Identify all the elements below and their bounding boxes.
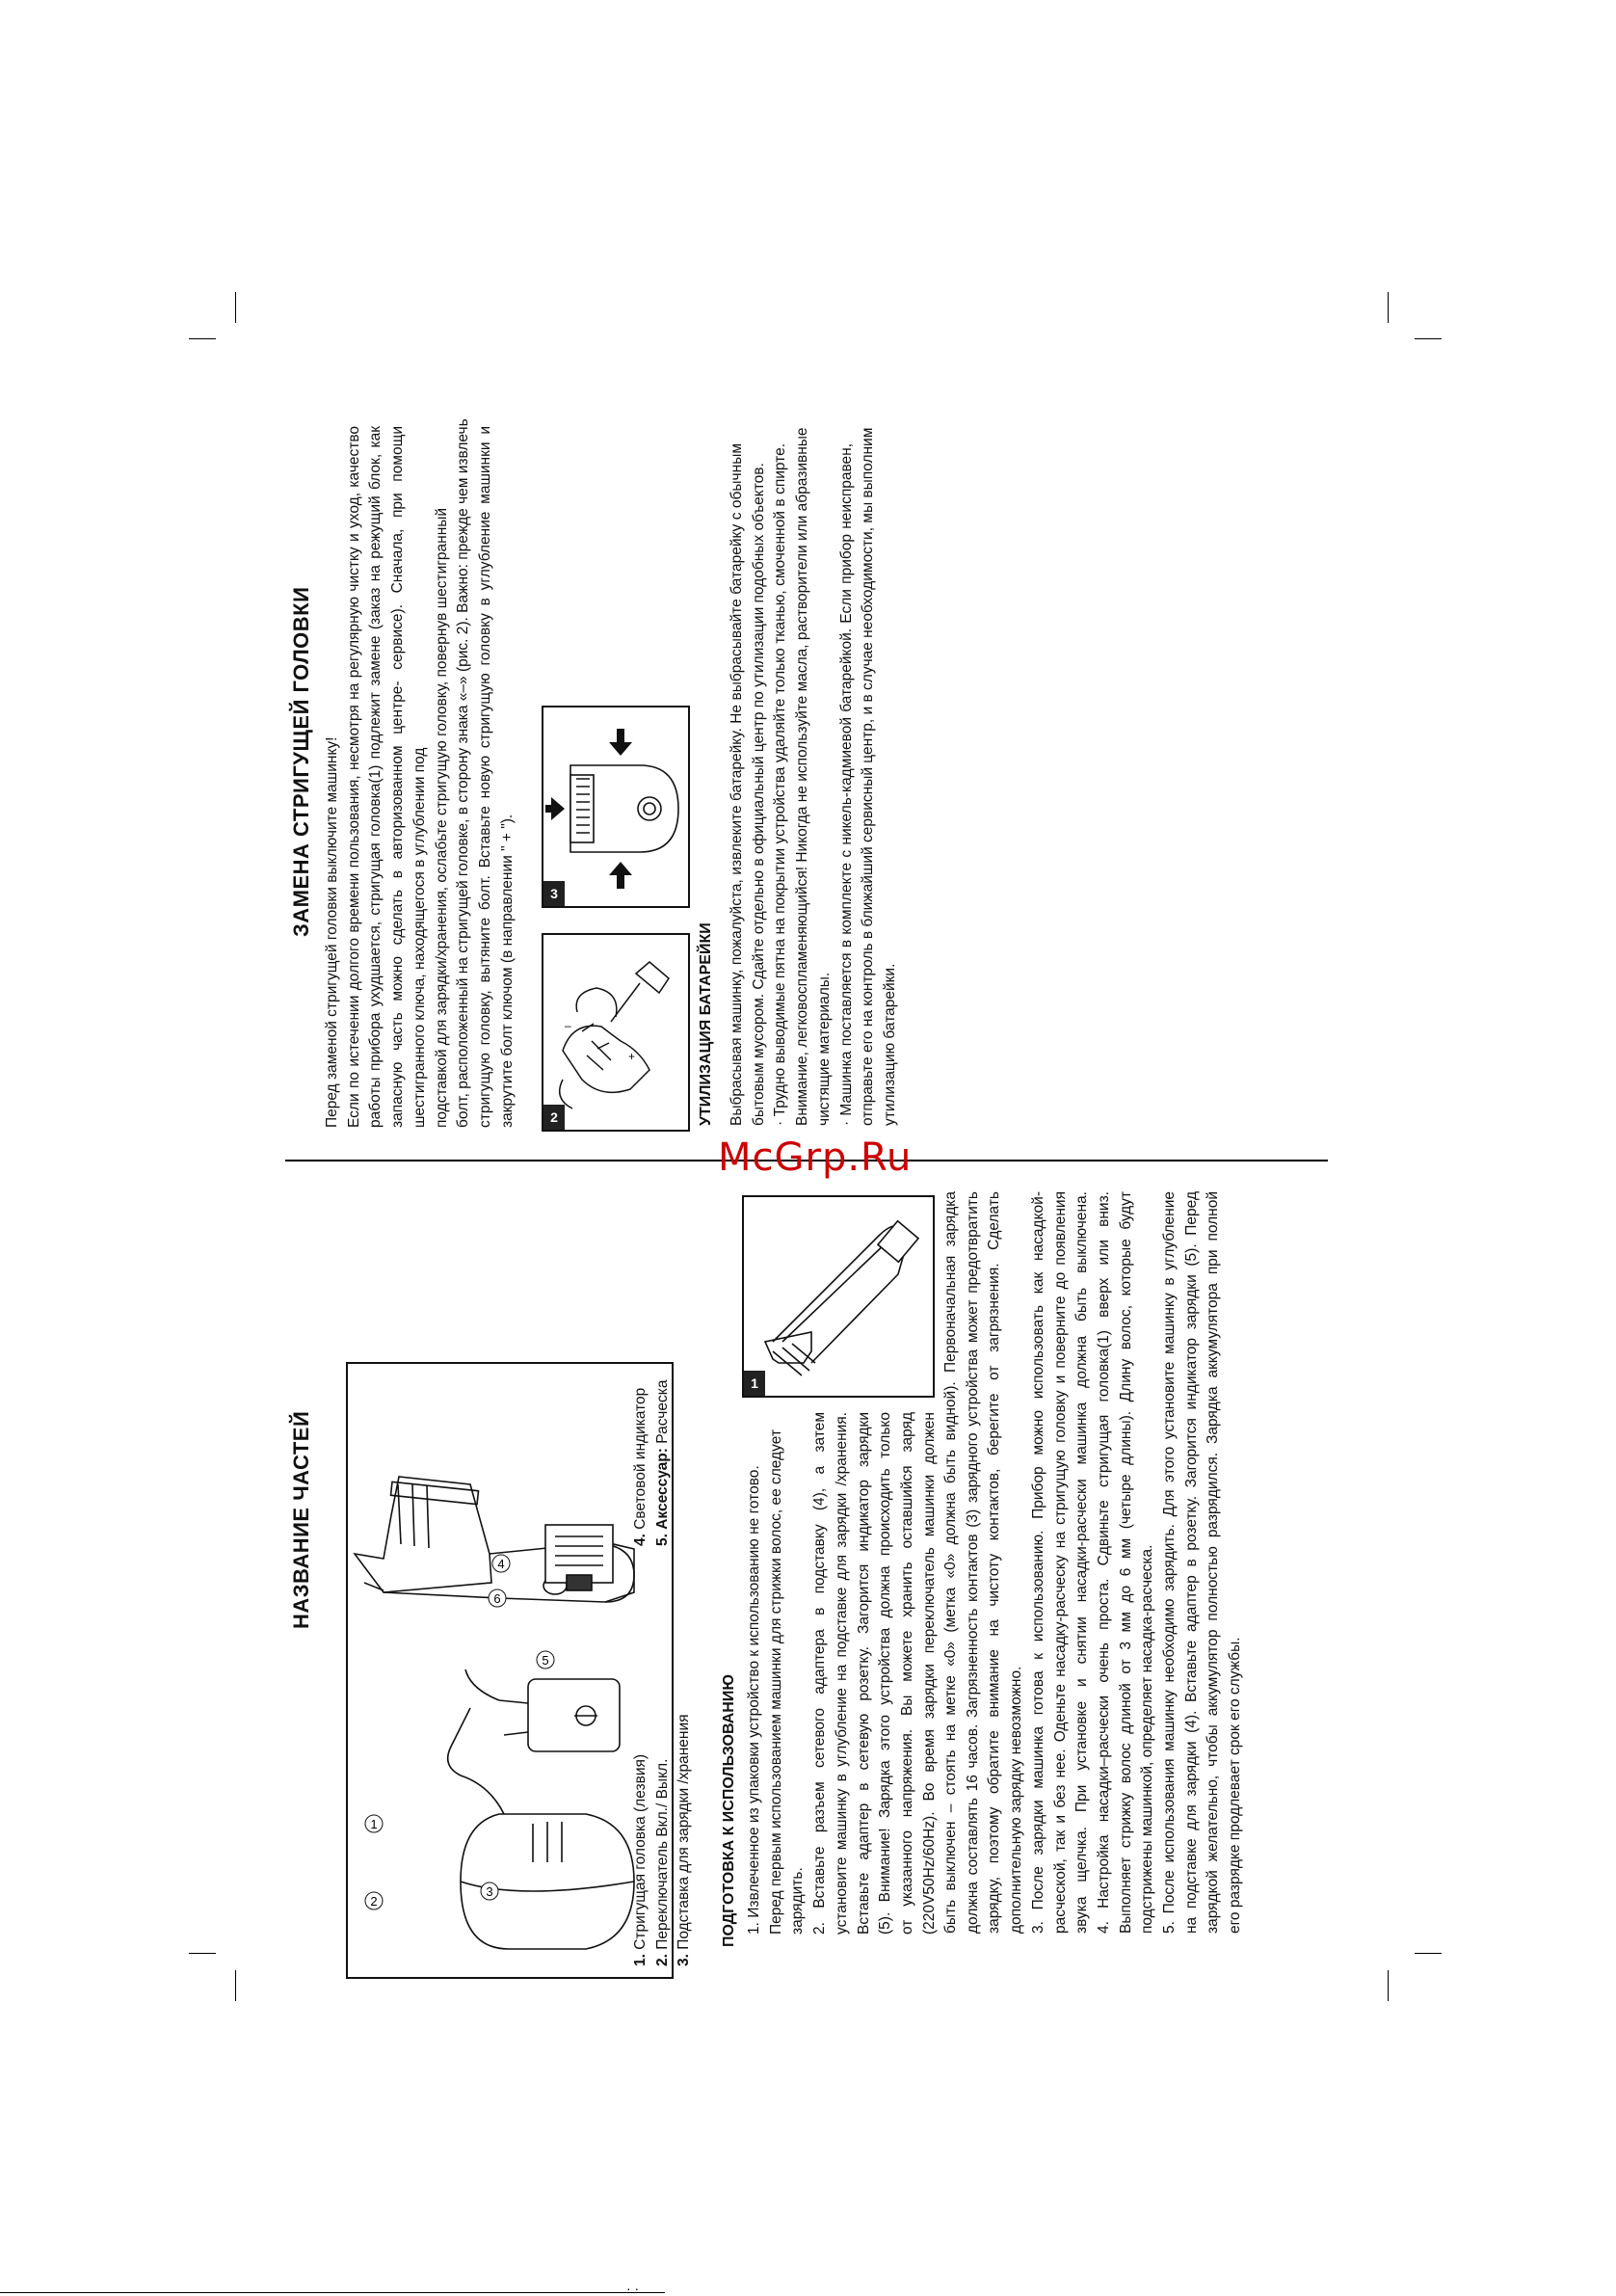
text-line: зарядкой желательно, чтобы аккумулятор полностью разрядился. Зарядка аккумулятора при полной (1205, 1191, 1222, 1934)
text-line: Внимание, легковоспламеняющийся! Никогда не используйте масла, растворители или абразивные (794, 427, 811, 1126)
preparation-text-long (940, 1191, 1247, 1934)
parts-item-4: 4. Световой индикатор (632, 1387, 649, 1546)
text-line: расческой, так и без нее. Оденьте насадку-расческу на стригущую головку и поверните до появления (1051, 1191, 1069, 1934)
text-line: зарядить. (789, 1867, 807, 1935)
battery-text (727, 427, 902, 1126)
text-line: зарядку, поэтому обратите внимание на чистоту контактов, берегите от загрязнения. Сделать (986, 1191, 1003, 1934)
svg-text:4: 4 (497, 1557, 505, 1571)
text-line: 1. Извлеченное из упаковки устройство к использованию не готово. (746, 1465, 762, 1935)
text-line: Если по истечении долгого времени пользования, несмотря на регулярную чистку и уход, качество (345, 426, 362, 1128)
crop-mark (1388, 292, 1389, 323)
figure-3-drawing (543, 707, 688, 906)
crop-mark (235, 292, 236, 323)
watermark-text: McGrp.Ru (718, 1135, 913, 1180)
text-line: Выбрасывая машинку, пожалуйста, извлеките батарейку. Не выбрасывайте батарейку с обычным (729, 443, 745, 1126)
text-line: (5). Внимание! Зарядка этого устройства должна происходить только (877, 1412, 894, 1935)
figure-1-number: 1 (744, 1371, 765, 1396)
crop-mark (1415, 338, 1442, 339)
text-line: бытовым мусором. Сдайте отдельно в официальный центр по утилизации подобных объектов. (750, 463, 767, 1126)
text-line: дополнительную зарядку невозможно. (1008, 1666, 1025, 1934)
text-line: Вставьте адаптер в сетевую розетку. Загорится индикатор зарядки (855, 1412, 872, 1935)
text-line: Перед заменой стригущей головки выключите машинку! (324, 736, 340, 1128)
text-line: шестигранного ключа, находящегося в углублении под (411, 747, 428, 1128)
replacement-title: ЗАМЕНА СТРИГУЩЕЙ ГОЛОВКИ (289, 586, 313, 937)
bottom-rule (0, 2292, 665, 2293)
text-line: · Трудно выводимые пятна на покрытии устройства удаляйте только тканью, смоченной в спирте. (772, 443, 789, 1126)
product-illustration (345, 1361, 675, 1980)
text-line: запасную часть можно сделать в авторизованном центре- сервисе). Сначала, при помощи (389, 426, 407, 1128)
text-line: подставкой для зарядки/хранения, ослабьте стригущую головку, повернув шестигранный (433, 507, 450, 1128)
text-line: 5. После использования машинку необходимо зарядить. Для этого установите машинку в углубление (1161, 1191, 1179, 1934)
comb-attachment-drawing (545, 1525, 613, 1590)
parts-item-5: 5. Аксессуар: Расческа (653, 1379, 671, 1546)
text-line: чистящие материалы. (815, 972, 833, 1126)
figure-2 (542, 933, 690, 1132)
parts-item-1: 1. Стригущая головка (лезвия) (632, 1753, 649, 1966)
text-line: на подставке для зарядки (4). Вставьте адаптер в розетку. Загорится индикатор зарядки (5). Перед (1182, 1191, 1200, 1934)
figure-1-drawing (744, 1197, 933, 1396)
text-line: Перед первым использованием машинки для стрижки волос, ее следует (767, 1429, 784, 1935)
figure-3 (542, 706, 690, 908)
parts-list-2 (630, 1373, 674, 1546)
text-line: должна составлять 16 часов. Загрязненность контактов (3) зарядного устройства может предотвратить (964, 1191, 981, 1934)
text-line: быть выключен – стоять на метке «0» (метка «0» должна быть видной). Первоначальная зарядка (942, 1191, 959, 1934)
callout-2 (365, 1892, 383, 1909)
text-line: подстрижены машинкой, определяет насадка-расческа. (1139, 1544, 1156, 1934)
text-line: стригущую головку, вытяните болт. Вставьте новую стригущую головку в углубление машинки и (476, 426, 493, 1128)
adapter-drawing (465, 1669, 620, 1751)
figure-3-number: 3 (543, 881, 565, 906)
crop-mark (235, 1970, 236, 2001)
replacement-text (322, 418, 518, 1128)
text-line: Выполняет стрижку волос длиной от 3 мм до 6 мм (четыре длины). Длину волос, которые будут (1117, 1191, 1134, 1934)
parts-title: НАЗВАНИЕ ЧАСТЕЙ (289, 1410, 313, 1629)
text-line: (220V50Hz/60Hz). Во время зарядки переключатель машинки должен (920, 1412, 938, 1935)
preparation-heading: ПОДГОТОВКА К ИСПОЛЬЗОВАНИЮ (721, 1674, 737, 1947)
battery-heading: УТИЛИЗАЦИЯ БАТАРЕЙКИ (698, 922, 714, 1126)
svg-text:5: 5 (542, 1653, 549, 1668)
text-line: 2. Вставьте разъем сетевого адаптера в подставку (4), а затем (811, 1412, 829, 1935)
text-line: 4. Настройка насадки–расчески очень проста. Сдвиньте стригущая головка(1) вверх или вниз. (1095, 1191, 1112, 1934)
callout-6 (489, 1589, 506, 1607)
svg-text:6: 6 (493, 1591, 501, 1606)
callout-3 (481, 1882, 498, 1900)
crop-mark (1388, 1970, 1389, 2001)
callout-1 (365, 1815, 383, 1832)
text-line: установите машинку в углубление на подставке для зарядки /хранения. (833, 1412, 850, 1935)
callout-4 (492, 1555, 510, 1572)
svg-text:3: 3 (486, 1884, 493, 1899)
crop-mark (1415, 1953, 1442, 1954)
text-line: 3. После зарядки машинка готова к использованию. Прибор можно использовать как насадкой- (1029, 1191, 1046, 1934)
text-line: закрутите болт ключом (в направлении " + "). (498, 814, 516, 1128)
figure-2-number: 2 (543, 1105, 565, 1130)
callout-5 (537, 1651, 554, 1669)
text-line: отправьте его на контроль в ближайший сервисный центр, и в случае необходимости, мы выполним (860, 427, 877, 1126)
preparation-text-short (744, 1412, 940, 1935)
figure-1 (742, 1195, 935, 1398)
parts-item-3: 3. Подставка для зарядки /хранения (676, 1714, 693, 1966)
svg-text:–: – (565, 1019, 571, 1032)
bottom-mark: · · (626, 2281, 640, 2296)
svg-text:+: + (628, 1050, 636, 1063)
text-line: работы прибора ухудшается, стригущая головка(1) подлежит замене (заказ на режущий блок, как (367, 426, 384, 1128)
text-line: · Машинка поставляется в комплекте с никель-кадмиевой батарейкой. Если прибор неисправен, (837, 443, 855, 1126)
text-line: утилизацию батарейки. (881, 963, 898, 1126)
text-line: звука щелчка. При установке и снятии насадки-расчески машинка должна быть выключена. (1073, 1191, 1091, 1934)
svg-text:2: 2 (370, 1894, 378, 1909)
figure-2-drawing (543, 935, 688, 1130)
svg-text:1: 1 (370, 1817, 378, 1831)
parts-item-2: 2. Переключатель Вкл./ Выкл. (653, 1758, 671, 1966)
text-line: болт, расположенный на стригущей головке, в сторону знака «–» (рис. 2). Важно: прежде чем извлечь (455, 418, 472, 1128)
text-line: его разрядке продлевает срок его службы. (1227, 1637, 1244, 1934)
parts-list (630, 1542, 696, 1966)
crop-mark (189, 338, 216, 339)
text-line: от указанного напряжения. Вы можете хранить оставшийся заряд (898, 1412, 915, 1935)
crop-mark (189, 1953, 216, 1954)
